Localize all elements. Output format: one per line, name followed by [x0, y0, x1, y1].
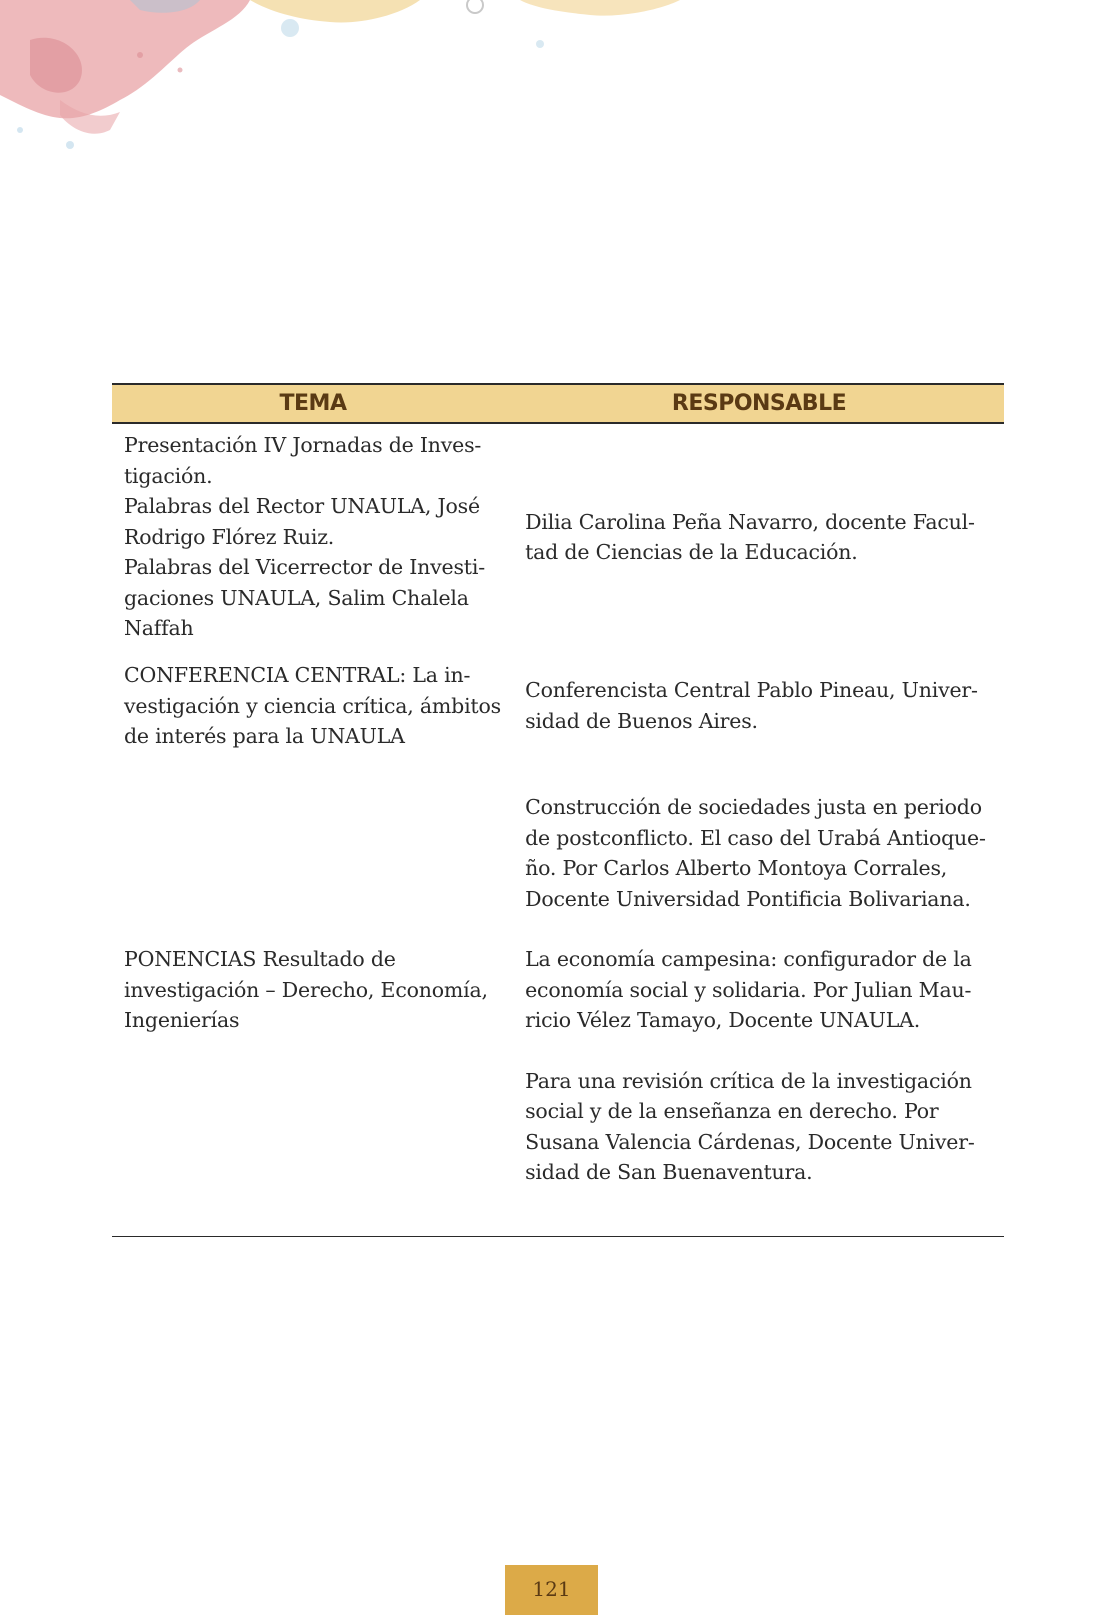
tema-cell [112, 944, 513, 1036]
responsable-cell [513, 650, 1004, 736]
table-header [112, 383, 1004, 424]
text-line: de postconflicto. El caso del Urabá Antioque- [525, 825, 986, 850]
text-line: Para una revisión crítica de la investigación [525, 1068, 972, 1093]
tema-cell [112, 650, 513, 752]
text-line: de interés para la UNAULA [124, 724, 405, 748]
text-line: gaciones UNAULA, Salim Chalela [124, 585, 469, 610]
text-line: CONFERENCIA CENTRAL: La in- [124, 663, 471, 687]
text-line: Rodrigo Flórez Ruiz. [124, 524, 335, 549]
text-line: Presentación IV Jornadas de Inves- [124, 433, 482, 458]
text-line: Construcción de sociedades justa en periodo [525, 795, 982, 820]
table-row [112, 650, 1004, 750]
text-line: Naffah [124, 616, 194, 641]
tema-cell [112, 430, 513, 644]
text-line: Ingenierías [124, 1008, 240, 1033]
text-line: La economía campesina: configurador de la [525, 947, 972, 972]
text-line: economía social y solidaria. Por Julian Mau- [525, 977, 972, 1002]
text-line: tad de Ciencias de la Educación. [525, 540, 858, 564]
ponencia-paragraph [525, 792, 1004, 914]
text-line: Conferencista Central Pablo Pineau, Univer- [525, 678, 978, 702]
text-line: ño. Por Carlos Alberto Montoya Corrales, [525, 856, 948, 881]
text-line: social y de la enseñanza en derecho. Por [525, 1099, 939, 1124]
watercolor-decoration [0, 0, 700, 170]
text-line: tigación. [124, 463, 213, 488]
text-line: PONENCIAS Resultado de [124, 947, 396, 972]
header-responsable: RESPONSABLE [671, 391, 847, 416]
text-line: sidad de Buenos Aires. [525, 708, 758, 733]
text-line: vestigación y ciencia crítica, ámbitos [124, 693, 501, 718]
text-line: Palabras del Rector UNAULA, José [124, 494, 480, 519]
text-line: ricio Vélez Tamayo, Docente UNAULA. [525, 1008, 921, 1033]
page-number: 121 [505, 1565, 598, 1615]
text-line: Docente Universidad Pontificia Bolivariana. [525, 886, 971, 911]
text-line: sidad de San Buenaventura. [525, 1160, 813, 1185]
text-line: Susana Valencia Cárdenas, Docente Univer- [525, 1129, 975, 1154]
header-tema: TEMA [279, 391, 347, 416]
text-line: investigación – Derecho, Economía, [124, 977, 488, 1002]
responsable-cell [513, 507, 1004, 568]
responsable-cell [513, 792, 1004, 1188]
table-row [112, 750, 1004, 1230]
text-line: Dilia Carolina Peña Navarro, docente Facul- [525, 509, 975, 534]
ponencia-paragraph [525, 944, 1004, 1036]
program-table [112, 383, 1004, 1230]
text-line: Palabras del Vicerrector de Investi- [124, 555, 485, 580]
table-bottom-rule [112, 1236, 1004, 1237]
table-row [112, 424, 1004, 650]
ponencia-paragraph [525, 1066, 1004, 1188]
